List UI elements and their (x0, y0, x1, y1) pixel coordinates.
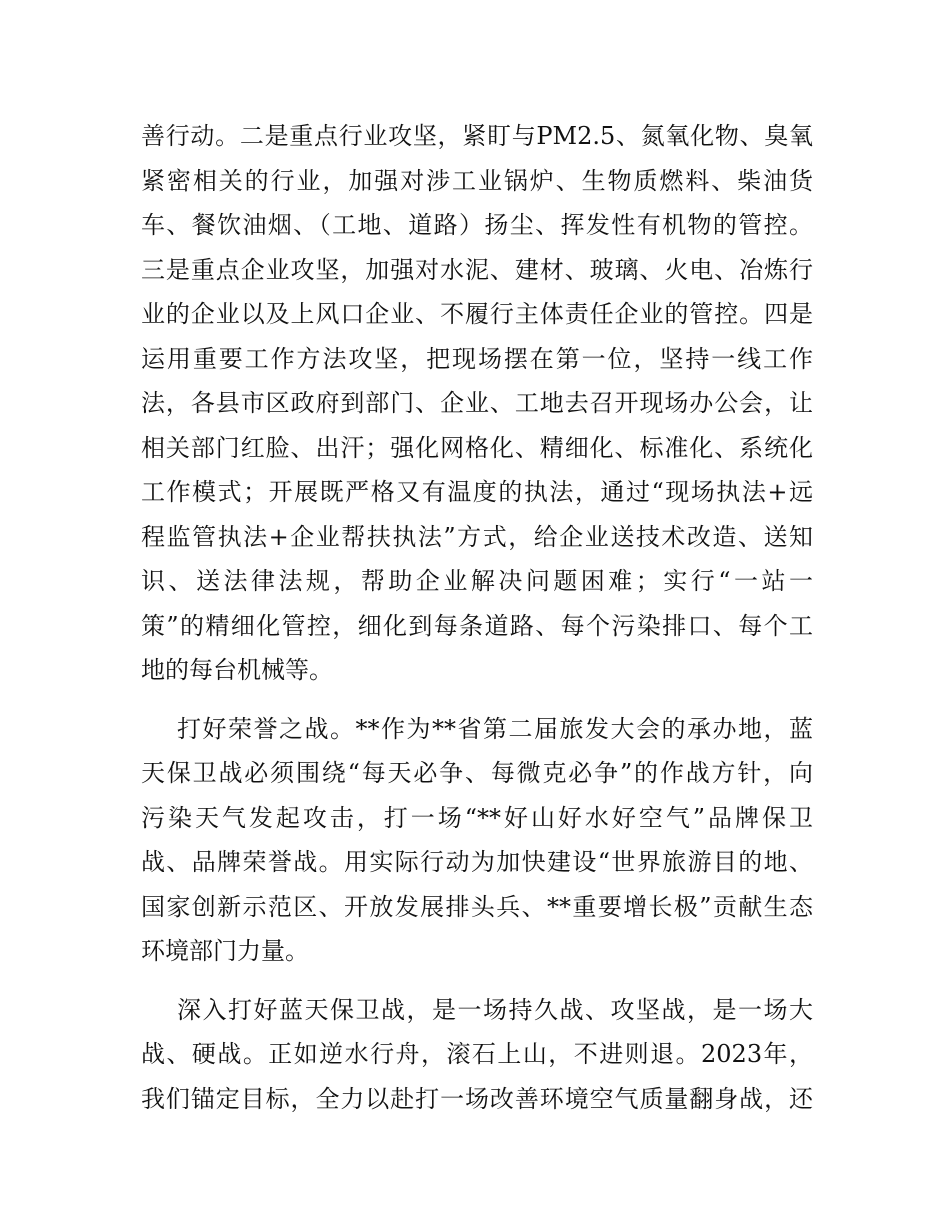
paragraph-2 (141, 707, 813, 974)
text-line: 我们锚定目标，全力以赴打一场改善环境空气质量翻身战，还 (141, 1084, 813, 1113)
text-line: 深入打好蓝天保卫战，是一场持久战、攻坚战，是一场大 (177, 995, 813, 1024)
paragraph-gap (141, 693, 813, 707)
text-line: 法，各县市区政府到部门、企业、工地去召开现场办公会，让 (141, 389, 813, 417)
text-line: 运用重要工作方法攻坚，把现场摆在第一位，坚持一线工作 (141, 344, 813, 373)
text-line: 善行动。二是重点行业攻坚，紧盯与PM2.5、氮氧化物、臭氧 (141, 122, 813, 150)
text-line: 地的每台机械等。 (141, 656, 333, 684)
paragraph-1 (141, 114, 813, 693)
paragraph-gap (141, 974, 813, 988)
text-line: 环境部门力量。 (141, 937, 309, 965)
text-line: 策”的精细化管控，细化到每条道路、每个污染排口、每个工 (141, 611, 813, 640)
text-line: 战、品牌荣誉战。用实际行动为加快建设“世界旅游目的地、 (141, 848, 813, 876)
text-line: 紧密相关的行业，加强对涉工业锅炉、生物质燃料、柴油货 (141, 166, 813, 195)
text-line: 识、送法律法规，帮助企业解决问题困难；实行“一站一 (141, 567, 813, 595)
document-body (141, 114, 813, 1121)
text-line: 三是重点企业攻坚，加强对水泥、建材、玻璃、火电、冶炼行 (141, 255, 813, 284)
text-line: 工作模式；开展既严格又有温度的执法，通过“现场执法+远 (141, 478, 813, 506)
text-line: 程监管执法+企业帮扶执法”方式，给企业送技术改造、送知 (141, 522, 813, 551)
text-line: 国家创新示范区、开放发展排头兵、**重要增长极”贡献生态 (141, 892, 813, 921)
text-line: 污染天气发起攻击，打一场“**好山好水好空气”品牌保卫 (141, 803, 813, 832)
text-line: 打好荣誉之战。**作为**省第二届旅发大会的承办地，蓝 (177, 714, 813, 743)
text-line: 业的企业以及上风口企业、不履行主体责任企业的管控。四是 (141, 300, 813, 328)
text-line: 战、硬战。正如逆水行舟，滚石上山，不进则退。2023年， (141, 1040, 813, 1068)
text-line: 天保卫战必须围绕“每天必争、每微克必争”的作战方针，向 (141, 759, 813, 787)
text-line: 相关部门红脸、出汗；强化网格化、精细化、标准化、系统化 (141, 433, 813, 462)
text-line: 车、餐饮油烟、（工地、道路）扬尘、挥发性有机物的管控。 (141, 211, 813, 239)
paragraph-3 (141, 988, 813, 1122)
